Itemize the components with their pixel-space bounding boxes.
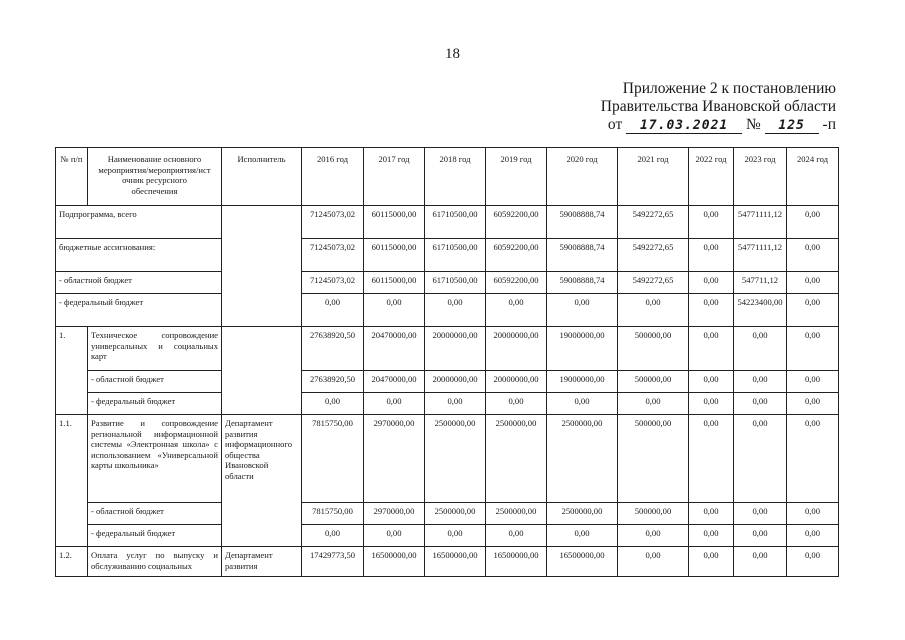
table-row: [56, 525, 839, 547]
value-cell: 0,00: [364, 525, 425, 547]
value-cell: 20470000,00: [364, 327, 425, 371]
value-cell: 20000000,00: [425, 371, 486, 393]
value-cell: 0,00: [734, 393, 787, 415]
value-cell: 27638920,50: [302, 371, 364, 393]
value-cell: 0,00: [486, 525, 547, 547]
value-cell: 7815750,00: [302, 415, 364, 503]
row-label: Техническое сопровождение универсальных и социальных карт: [88, 327, 222, 371]
from-label: от: [607, 116, 623, 133]
header-name-line: Наименование основного: [107, 154, 202, 164]
value-cell: 0,00: [302, 525, 364, 547]
value-cell: 0,00: [787, 371, 839, 393]
value-cell: 2500000,00: [425, 415, 486, 503]
value-cell: 2500000,00: [547, 415, 618, 503]
budget-table: [55, 147, 839, 577]
appendix-line-1: Приложение 2 к постановлению: [622, 80, 836, 97]
table-row: [56, 294, 839, 327]
page-number: 18: [445, 46, 460, 62]
value-cell: 0,00: [689, 525, 734, 547]
value-cell: 2500000,00: [425, 503, 486, 525]
header-name-line: обеспечения: [131, 185, 178, 196]
number-suffix: -п: [822, 116, 836, 133]
table-header-row: [56, 148, 839, 206]
value-cell: 7815750,00: [302, 503, 364, 525]
row-label: - федеральный бюджет: [88, 525, 222, 547]
row-label: - федеральный бюджет: [56, 294, 222, 327]
value-cell: 0,00: [787, 272, 839, 294]
value-cell: 61710500,00: [425, 206, 486, 239]
value-cell: 2500000,00: [547, 503, 618, 525]
header-cell: 2024 год: [787, 148, 839, 206]
value-cell: 71245073,02: [302, 239, 364, 272]
handwritten-date: 17.03.2021: [626, 119, 742, 134]
value-cell: 547711,12: [734, 272, 787, 294]
row-number: 1.: [56, 327, 88, 415]
value-cell: 16500000,00: [486, 547, 547, 577]
number-label: №: [745, 116, 761, 133]
value-cell: 20000000,00: [425, 327, 486, 371]
value-cell: 20000000,00: [486, 371, 547, 393]
value-cell: 59008888,74: [547, 272, 618, 294]
value-cell: 60115000,00: [364, 206, 425, 239]
value-cell: 60592200,00: [486, 239, 547, 272]
value-cell: 0,00: [734, 327, 787, 371]
value-cell: 0,00: [302, 393, 364, 415]
row-label: Оплата услуг по выпуску и обслуживанию социальных: [88, 547, 222, 577]
value-cell: 0,00: [787, 547, 839, 577]
value-cell: 0,00: [787, 327, 839, 371]
table-row: [56, 415, 839, 503]
appendix-date-line: [601, 116, 836, 134]
value-cell: 2500000,00: [486, 415, 547, 503]
value-cell: 0,00: [787, 525, 839, 547]
value-cell: 60115000,00: [364, 239, 425, 272]
value-cell: 17429773,50: [302, 547, 364, 577]
value-cell: 60115000,00: [364, 272, 425, 294]
value-cell: 0,00: [486, 393, 547, 415]
appendix-header: [601, 80, 836, 134]
value-cell: 0,00: [364, 294, 425, 327]
row-label: - областной бюджет: [88, 371, 222, 393]
value-cell: 54771111,12: [734, 239, 787, 272]
value-cell: 0,00: [302, 294, 364, 327]
value-cell: 0,00: [787, 294, 839, 327]
value-cell: 0,00: [618, 294, 689, 327]
value-cell: 0,00: [689, 206, 734, 239]
value-cell: 27638920,50: [302, 327, 364, 371]
row-number: 1.2.: [56, 547, 88, 577]
row-label: Подпрограмма, всего: [56, 206, 222, 239]
value-cell: 500000,00: [618, 503, 689, 525]
header-name-line: мероприятия/мероприятия/ист: [98, 164, 211, 175]
value-cell: 2970000,00: [364, 415, 425, 503]
value-cell: 19000000,00: [547, 371, 618, 393]
table-row: [56, 371, 839, 393]
value-cell: 0,00: [689, 371, 734, 393]
header-cell: 2021 год: [618, 148, 689, 206]
table-row: [56, 547, 839, 577]
header-cell: 2023 год: [734, 148, 787, 206]
table-row: [56, 206, 839, 239]
value-cell: 71245073,02: [302, 206, 364, 239]
value-cell: 0,00: [787, 503, 839, 525]
header-cell: 2018 год: [425, 148, 486, 206]
value-cell: 5492272,65: [618, 272, 689, 294]
header-name-line: очник ресурсного: [122, 175, 187, 185]
value-cell: 0,00: [689, 272, 734, 294]
value-cell: 54223400,00: [734, 294, 787, 327]
row-label: Развитие и сопровождение региональной информационной системы «Электронная школа» с использованием «Универсальной карты школьника»: [88, 415, 222, 503]
value-cell: 5492272,65: [618, 206, 689, 239]
value-cell: 20470000,00: [364, 371, 425, 393]
value-cell: 5492272,65: [618, 239, 689, 272]
value-cell: 0,00: [734, 503, 787, 525]
value-cell: 0,00: [787, 206, 839, 239]
value-cell: 0,00: [547, 294, 618, 327]
value-cell: 0,00: [689, 327, 734, 371]
value-cell: 0,00: [689, 239, 734, 272]
row-label: - областной бюджет: [88, 503, 222, 525]
value-cell: 0,00: [689, 393, 734, 415]
value-cell: 60592200,00: [486, 206, 547, 239]
value-cell: 61710500,00: [425, 239, 486, 272]
value-cell: 0,00: [734, 525, 787, 547]
value-cell: 0,00: [618, 393, 689, 415]
value-cell: 0,00: [689, 503, 734, 525]
value-cell: 61710500,00: [425, 272, 486, 294]
value-cell: 0,00: [486, 294, 547, 327]
value-cell: 500000,00: [618, 371, 689, 393]
row-label: - областной бюджет: [56, 272, 222, 294]
value-cell: 16500000,00: [547, 547, 618, 577]
handwritten-number: 125: [765, 119, 819, 134]
value-cell: 500000,00: [618, 327, 689, 371]
value-cell: 60592200,00: [486, 272, 547, 294]
header-cell: 2019 год: [486, 148, 547, 206]
value-cell: 16500000,00: [364, 547, 425, 577]
value-cell: 0,00: [787, 415, 839, 503]
value-cell: 0,00: [425, 294, 486, 327]
value-cell: 2500000,00: [486, 503, 547, 525]
executor-cell: [222, 206, 302, 327]
row-number: 1.1.: [56, 415, 88, 547]
value-cell: 0,00: [618, 547, 689, 577]
value-cell: 0,00: [425, 393, 486, 415]
value-cell: 0,00: [689, 415, 734, 503]
value-cell: 71245073,02: [302, 272, 364, 294]
value-cell: 0,00: [734, 415, 787, 503]
value-cell: 0,00: [734, 371, 787, 393]
header-cell-name: [88, 148, 222, 206]
row-label: бюджетные ассигнования:: [56, 239, 222, 272]
value-cell: 59008888,74: [547, 239, 618, 272]
value-cell: 2970000,00: [364, 503, 425, 525]
table-row: [56, 393, 839, 415]
header-cell: 2017 год: [364, 148, 425, 206]
value-cell: 0,00: [734, 547, 787, 577]
header-cell: 2016 год: [302, 148, 364, 206]
header-cell: 2022 год: [689, 148, 734, 206]
executor-cell: Департамент развития: [222, 547, 302, 577]
header-cell: 2020 год: [547, 148, 618, 206]
value-cell: 59008888,74: [547, 206, 618, 239]
value-cell: 500000,00: [618, 415, 689, 503]
value-cell: 0,00: [787, 393, 839, 415]
value-cell: 20000000,00: [486, 327, 547, 371]
table-row: [56, 239, 839, 272]
value-cell: 0,00: [689, 547, 734, 577]
row-label: - федеральный бюджет: [88, 393, 222, 415]
value-cell: 0,00: [425, 525, 486, 547]
value-cell: 19000000,00: [547, 327, 618, 371]
value-cell: 0,00: [547, 525, 618, 547]
executor-cell: [222, 327, 302, 415]
value-cell: 0,00: [364, 393, 425, 415]
header-cell: Исполнитель: [222, 148, 302, 206]
table-row: [56, 272, 839, 294]
table-row: [56, 327, 839, 371]
value-cell: 54771111,12: [734, 206, 787, 239]
value-cell: 0,00: [618, 525, 689, 547]
value-cell: 0,00: [787, 239, 839, 272]
executor-cell: Департамент развития информационного общества Ивановской области: [222, 415, 302, 547]
appendix-line-2: Правительства Ивановской области: [600, 98, 836, 115]
table-row: [56, 503, 839, 525]
value-cell: 0,00: [547, 393, 618, 415]
value-cell: 16500000,00: [425, 547, 486, 577]
value-cell: 0,00: [689, 294, 734, 327]
header-cell: № п/п: [56, 148, 88, 206]
